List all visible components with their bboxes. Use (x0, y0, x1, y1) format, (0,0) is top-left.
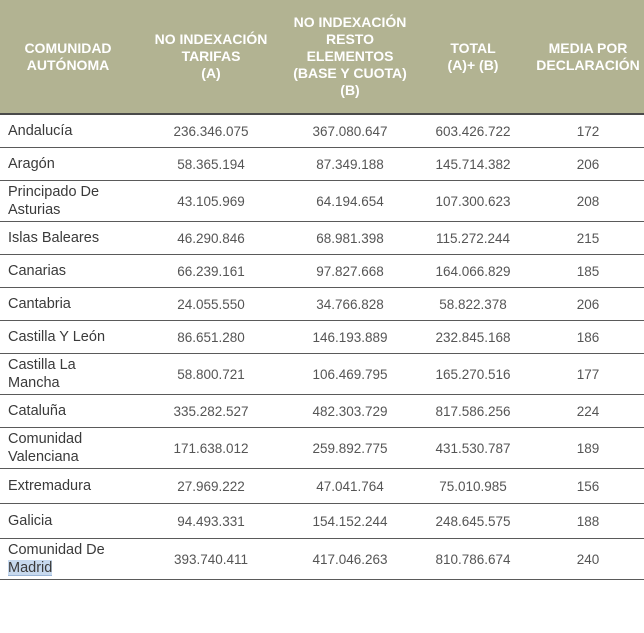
table-row (0, 428, 644, 469)
cell-resto: 154.152.244 (286, 504, 414, 539)
header-line: (BASE Y CUOTA) (293, 65, 407, 81)
cell-total: 817.586.256 (414, 395, 532, 428)
cell-comunidad (0, 321, 136, 354)
cell-resto: 106.469.795 (286, 354, 414, 395)
cell-tarifas: 335.282.527 (136, 395, 286, 428)
table-row (0, 469, 644, 504)
comunidad-name-line: Asturias (8, 202, 61, 218)
table-row (0, 321, 644, 354)
cell-resto: 87.349.188 (286, 148, 414, 181)
cell-resto: 34.766.828 (286, 288, 414, 321)
cell-resto: 259.892.775 (286, 428, 414, 469)
cell-media: 240 (532, 539, 644, 580)
cell-comunidad (0, 114, 136, 148)
comunidad-name-line: Castilla La (8, 357, 76, 373)
comunidad-name-line: Mancha (8, 375, 60, 391)
cell-resto: 68.981.398 (286, 222, 414, 255)
cell-total: 232.845.168 (414, 321, 532, 354)
cell-total: 431.530.787 (414, 428, 532, 469)
cell-total: 164.066.829 (414, 255, 532, 288)
header-line: RESTO (326, 31, 374, 47)
cell-total: 248.645.575 (414, 504, 532, 539)
cell-comunidad (0, 354, 136, 395)
comunidad-name-line: Comunidad De (8, 542, 105, 558)
table-row (0, 148, 644, 181)
cell-comunidad (0, 148, 136, 181)
comunidad-name-line: Aragón (8, 156, 55, 172)
cell-media: 186 (532, 321, 644, 354)
cell-comunidad (0, 255, 136, 288)
cell-resto: 417.046.263 (286, 539, 414, 580)
header-total (414, 0, 532, 114)
table-row (0, 354, 644, 395)
comunidad-name-line: Cataluña (8, 403, 67, 419)
comunidad-name-line: Galicia (8, 513, 53, 529)
header-line: TOTAL (450, 39, 496, 56)
table-row (0, 504, 644, 539)
cell-tarifas: 236.346.075 (136, 114, 286, 148)
cell-total: 145.714.382 (414, 148, 532, 181)
cell-tarifas: 66.239.161 (136, 255, 286, 288)
header-resto (286, 0, 414, 114)
comunidad-name-line: Andalucía (8, 123, 73, 139)
header-line: DECLARACIÓN (536, 56, 640, 73)
cell-media: 206 (532, 288, 644, 321)
cell-resto: 47.041.764 (286, 469, 414, 504)
cell-comunidad (0, 504, 136, 539)
cell-total: 810.786.674 (414, 539, 532, 580)
cell-tarifas: 58.365.194 (136, 148, 286, 181)
cell-resto: 97.827.668 (286, 255, 414, 288)
header-row (0, 0, 644, 114)
cell-total: 107.300.623 (414, 181, 532, 222)
cell-total: 115.272.244 (414, 222, 532, 255)
cell-media: 188 (532, 504, 644, 539)
table-row (0, 222, 644, 255)
cell-total: 165.270.516 (414, 354, 532, 395)
cell-media: 189 (532, 428, 644, 469)
cell-comunidad (0, 181, 136, 222)
cell-tarifas: 58.800.721 (136, 354, 286, 395)
table-row (0, 288, 644, 321)
cell-tarifas: 86.651.280 (136, 321, 286, 354)
table-row (0, 539, 644, 580)
header-line: COMUNIDAD (24, 39, 112, 56)
header-tarifas (136, 0, 286, 114)
cell-media: 177 (532, 354, 644, 395)
cell-tarifas: 27.969.222 (136, 469, 286, 504)
cell-total: 75.010.985 (414, 469, 532, 504)
cell-media: 208 (532, 181, 644, 222)
cell-comunidad (0, 469, 136, 504)
comunidad-name-line: Extremadura (8, 478, 92, 494)
comunidad-name-line: Madrid (8, 560, 53, 576)
cell-tarifas: 94.493.331 (136, 504, 286, 539)
comunidad-name-line: Principado De (8, 184, 100, 200)
cell-tarifas: 46.290.846 (136, 222, 286, 255)
comunidad-name-line: Valenciana (8, 449, 79, 465)
header-line: ELEMENTOS (306, 48, 394, 64)
comunidad-name-line: Islas Baleares (8, 230, 100, 246)
table-body (0, 114, 644, 580)
cell-media: 156 (532, 469, 644, 504)
table-row (0, 114, 644, 148)
header-line: NO INDEXACIÓN (293, 14, 407, 30)
header-line: NO INDEXACIÓN (154, 31, 268, 47)
table-row (0, 181, 644, 222)
cell-tarifas: 24.055.550 (136, 288, 286, 321)
cell-media: 224 (532, 395, 644, 428)
comunidad-name-line: Canarias (8, 263, 67, 279)
cell-total: 603.426.722 (414, 114, 532, 148)
cell-resto: 482.303.729 (286, 395, 414, 428)
comunidad-name-line: Comunidad (8, 431, 83, 447)
cell-comunidad (0, 539, 136, 580)
cell-media: 172 (532, 114, 644, 148)
header-line: (A) (201, 65, 221, 81)
cell-resto: 64.194.654 (286, 181, 414, 222)
cell-comunidad (0, 395, 136, 428)
header-media (532, 0, 644, 114)
table-row (0, 255, 644, 288)
cell-comunidad (0, 222, 136, 255)
header-line: (B) (340, 82, 360, 98)
table-row (0, 395, 644, 428)
cell-tarifas: 171.638.012 (136, 428, 286, 469)
cell-comunidad (0, 288, 136, 321)
cell-comunidad (0, 428, 136, 469)
cell-tarifas: 43.105.969 (136, 181, 286, 222)
cell-tarifas: 393.740.411 (136, 539, 286, 580)
cell-media: 206 (532, 148, 644, 181)
cell-resto: 367.080.647 (286, 114, 414, 148)
table-header (0, 0, 644, 114)
header-comunidad (0, 0, 136, 114)
header-line: (A)+ (B) (447, 56, 499, 73)
cell-media: 185 (532, 255, 644, 288)
comunidad-name-line: Cantabria (8, 296, 71, 312)
header-line: AUTÓNOMA (26, 56, 110, 73)
header-line: TARIFAS (181, 48, 241, 64)
header-line: MEDIA POR (548, 39, 628, 56)
cell-total: 58.822.378 (414, 288, 532, 321)
comunidad-name-line: Castilla Y León (8, 329, 106, 345)
cell-resto: 146.193.889 (286, 321, 414, 354)
cell-media: 215 (532, 222, 644, 255)
